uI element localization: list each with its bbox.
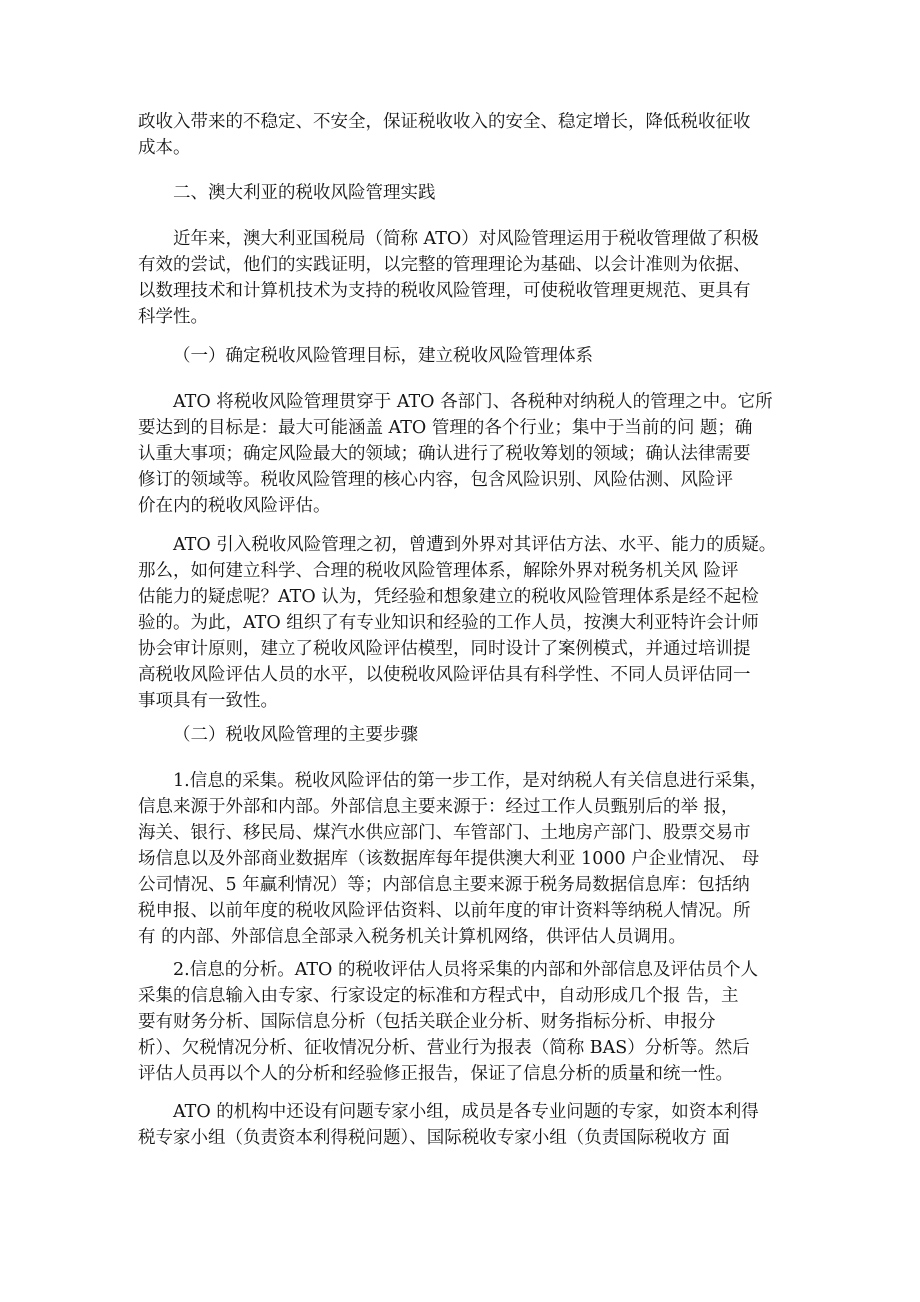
text-line: 事项具有一致性。: [138, 691, 278, 711]
text-line: 评估人员再以个人的分析和经验修正报告，保证了信息分析的质量和统一性。: [138, 1064, 733, 1084]
section-heading-australia: [138, 180, 786, 206]
paragraph-risk-system: [138, 532, 786, 714]
text-line: 税申报、以前年度的税收风险评估资料、以前年度的审计资料等纳税人情况。所: [138, 901, 751, 921]
paragraph-ato-overview: [138, 226, 786, 330]
text-line: 要达到的目标是：最大可能涵盖 ATO 管理的各个行业；集中于当前的问 题；确: [138, 418, 753, 438]
text-line: 科学性。: [138, 307, 208, 327]
text-line: 政收入带来的不稳定、不安全，保证税收收入的安全、稳定增长，降低税收征收: [138, 112, 751, 132]
paragraph-risk-goals: [138, 389, 786, 519]
text-line: 验的。为此，ATO 组织了有专业知识和经验的工作人员，按澳大利亚特许会计师: [138, 613, 759, 633]
subsection-heading-1: [138, 343, 786, 369]
text-line: 价在内的税收风险评估。: [138, 496, 331, 516]
text-line: 以数理技术和计算机技术为支持的税收风险管理，可使税收管理更规范、更具有: [138, 281, 751, 301]
text-line: 有效的尝试，他们的实践证明，以完整的管理理论为基础、以会计准则为依据、: [138, 255, 751, 275]
subsection-heading: （一）确定税收风险管理目标，建立税收风险管理体系: [173, 346, 593, 366]
text-line: 那么，如何建立科学、合理的税收风险管理体系，解除外界对税务机关风 险评: [138, 561, 739, 581]
text-line: 场信息以及外部商业数据库（该数据库每年提供澳大利亚 1000 户企业情况、 母: [138, 849, 760, 869]
paragraph-info-collection: [138, 768, 786, 950]
text-line: ATO 的机构中还设有问题专家小组，成员是各专业问题的专家，如资本利得: [173, 1102, 759, 1122]
paragraph-expert-groups: [138, 1099, 786, 1151]
text-line: 信息来源于外部和内部。外部信息主要来源于：经过工作人员甄别后的举 报，: [138, 797, 739, 817]
text-line: 成本。: [138, 138, 191, 158]
subsection-heading-2: [138, 722, 786, 748]
text-line: 海关、银行、移民局、煤汽水供应部门、车管部门、土地房产部门、股票交易市: [138, 823, 751, 843]
text-line: 要有财务分析、国际信息分析（包括关联企业分析、财务指标分析、申报分: [138, 1012, 716, 1032]
text-line: 估能力的疑虑呢？ATO 认为，凭经验和想象建立的税收风险管理体系是经不起检: [138, 587, 759, 607]
text-line: 析）、欠税情况分析、征收情况分析、营业行为报表（简称 BAS）分析等。然后: [138, 1038, 750, 1058]
text-line: 近年来，澳大利亚国税局（简称 ATO）对风险管理运用于税收管理做了积极: [173, 229, 759, 249]
text-line: 税专家小组（负责资本利得税问题）、国际税收专家小组（负责国际税收方 面: [138, 1128, 730, 1148]
text-line: 修订的领域等。税收风险管理的核心内容，包含风险识别、风险估测、风险评: [138, 470, 733, 490]
text-line: 公司情况、5 年赢利情况）等；内部信息主要来源于税务局数据信息库：包括纳: [138, 875, 750, 895]
text-line: 1.信息的采集。税收风险评估的第一步工作，是对纳税人有关信息进行采集，: [173, 771, 768, 791]
text-line: ATO 将税收风险管理贯穿于 ATO 各部门、各税种对纳税人的管理之中。它所: [173, 392, 773, 412]
text-line: 2.信息的分析。ATO 的税收评估人员将采集的内部和外部信息及评估员个人: [173, 960, 758, 980]
text-line: 协会审计原则，建立了税收风险评估模型，同时设计了案例模式，并通过培训提: [138, 639, 751, 659]
text-line: 采集的信息输入由专家、行家设定的标准和方程式中，自动形成几个报 告，主: [138, 986, 739, 1006]
text-line: ATO 引入税收风险管理之初，曾遭到外界对其评估方法、水平、能力的质疑。: [173, 535, 777, 555]
text-line: 认重大事项；确定风险最大的领域；确认进行了税收筹划的领域；确认法律需要: [138, 444, 751, 464]
text-line: 高税收风险评估人员的水平，以使税收风险评估具有科学性、不同人员评估同一: [138, 665, 751, 685]
paragraph-info-analysis: [138, 957, 786, 1087]
text-line: 有 的内部、外部信息全部录入税务机关计算机网络，供评估人员调用。: [138, 927, 687, 947]
paragraph-intro-continued: [138, 109, 786, 161]
subsection-heading: （二）税收风险管理的主要步骤: [173, 725, 418, 745]
section-heading: 二、澳大利亚的税收风险管理实践: [173, 183, 436, 203]
